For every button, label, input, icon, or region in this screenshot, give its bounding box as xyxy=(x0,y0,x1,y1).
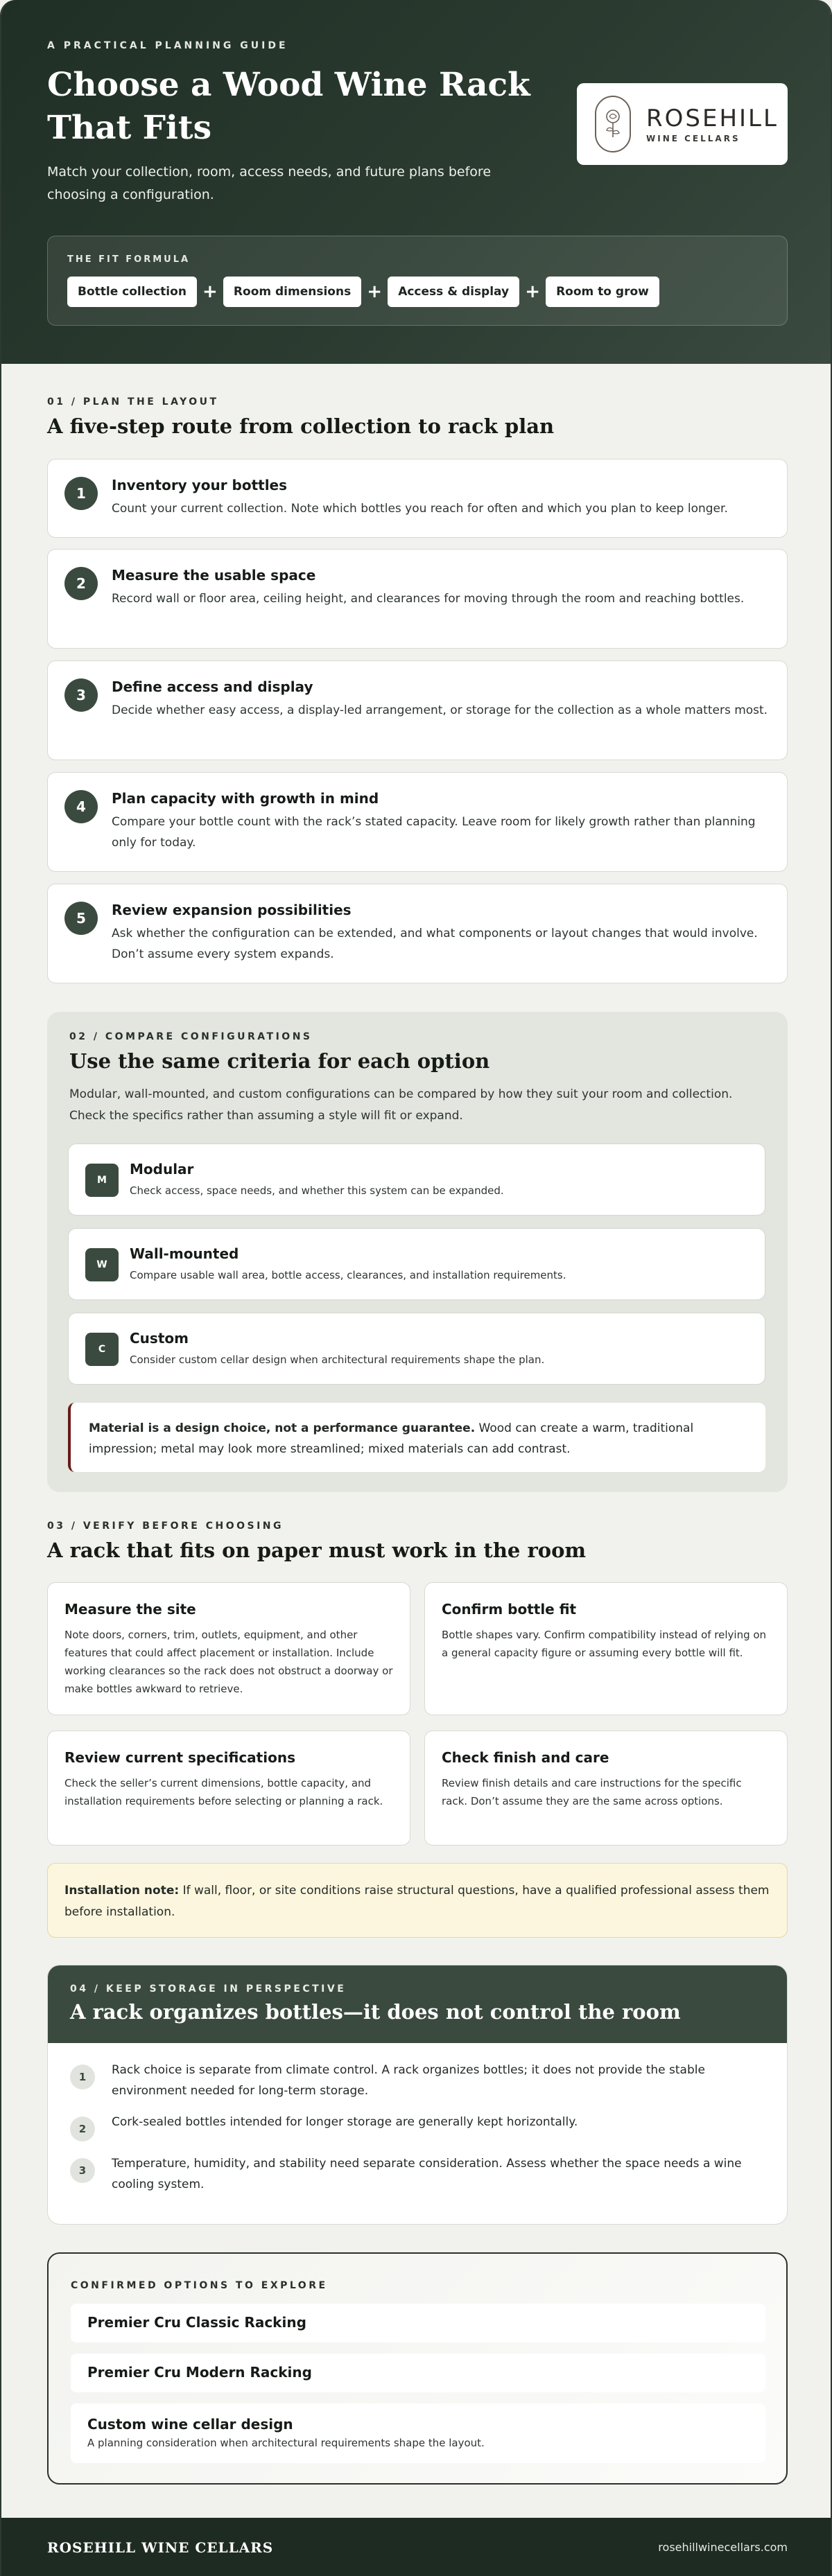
fit-formula-label: THE FIT FORMULA xyxy=(67,254,191,265)
perspective-item-number: 1 xyxy=(70,2065,95,2089)
rose-emblem-icon xyxy=(595,96,631,152)
verify-card-body: Review finish details and care instructions for the specific rack. Don’t assume they are the same across options. xyxy=(442,1777,742,1807)
step-title: Inventory your bottles xyxy=(112,477,288,493)
plan-title: A five-step route from collection to rack plan xyxy=(47,414,555,438)
confirmed-option-title: Custom wine cellar design xyxy=(87,2416,293,2433)
option-card-modular xyxy=(68,1144,765,1216)
plus-operator: + xyxy=(367,281,383,302)
verify-card-title: Measure the site xyxy=(64,1601,196,1618)
page-title: Choose a Wood Wine Rack That Fits xyxy=(47,66,530,147)
step-title: Measure the usable space xyxy=(112,567,316,584)
option-body: Check access, space needs, and whether this system can be expanded. xyxy=(130,1184,504,1197)
plan-eyebrow: 01 / PLAN THE LAYOUT xyxy=(47,396,219,408)
option-badge: M xyxy=(85,1164,119,1197)
step-number: 1 xyxy=(64,477,98,510)
hero-kicker: A PRACTICAL PLANNING GUIDE xyxy=(47,40,288,51)
verify-card-bottle-fit xyxy=(424,1582,788,1715)
hero-subtitle: Match your collection, room, access needs, and future plans before choosing a configuration. xyxy=(47,164,492,202)
installation-note xyxy=(47,1863,788,1938)
perspective-title: A rack organizes bottles—it does not control the room xyxy=(70,2000,681,2024)
verify-card-site xyxy=(47,1582,410,1715)
confirmed-option-classic[interactable] xyxy=(71,2304,765,2342)
footer-brand: ROSEHILL WINE CELLARS xyxy=(47,2539,274,2556)
confirmed-option-modern[interactable] xyxy=(71,2354,765,2392)
logo-name: ROSEHILL xyxy=(646,105,779,132)
confirmed-option-custom[interactable] xyxy=(71,2403,765,2463)
option-badge: W xyxy=(85,1248,119,1281)
option-title: Wall-mounted xyxy=(130,1245,239,1262)
option-title: Modular xyxy=(130,1161,194,1177)
step-title: Review expansion possibilities xyxy=(112,902,352,918)
fit-formula xyxy=(47,236,788,326)
step-title: Plan capacity with growth in mind xyxy=(112,790,379,807)
verify-eyebrow: 03 / VERIFY BEFORE CHOOSING xyxy=(47,1521,284,1532)
installation-note-bold: Installation note: xyxy=(64,1884,180,1898)
verify-title: A rack that fits on paper must work in the room xyxy=(47,1539,587,1562)
confirmed-option-title: Premier Cru Classic Racking xyxy=(87,2314,306,2331)
step-card xyxy=(47,772,788,872)
option-body: Compare usable wall area, bottle access, clearances, and installation requirements. xyxy=(130,1269,566,1281)
formula-chip: Access & display xyxy=(388,277,519,307)
compare-panel xyxy=(47,1012,788,1492)
verify-card-body: Bottle shapes vary. Confirm compatibility instead of relying on a general capacity figure or assuming every bottle will fit. xyxy=(442,1629,767,1659)
perspective-item-text: Rack choice is separate from climate control. A rack organizes bottles; it does not provide the stable environment needed for long-term storage. xyxy=(112,2063,705,2098)
step-card xyxy=(47,459,788,538)
option-card-wall-mounted xyxy=(68,1228,765,1300)
perspective-panel xyxy=(47,1965,788,2225)
step-body: Decide whether easy access, a display-led arrangement, or storage for the collection as a whole matters most. xyxy=(112,703,768,717)
footer-website-link[interactable]: rosehillwinecellars.com xyxy=(658,2541,788,2554)
step-number: 5 xyxy=(64,902,98,935)
step-body: Ask whether the configuration can be extended, and what components or layout changes that would involve. Don’t assume every system expands. xyxy=(112,927,758,961)
logo-tagline: WINE CELLARS xyxy=(646,134,740,143)
compare-intro: Modular, wall-mounted, and custom configurations can be compared by how they suit your room and collection. Check the specifics rather than assuming a style will fit or expand. xyxy=(69,1087,733,1123)
step-card xyxy=(47,549,788,649)
step-card xyxy=(47,884,788,983)
compare-title: Use the same criteria for each option xyxy=(69,1049,490,1073)
step-body: Count your current collection. Note which bottles you reach for often and which you plan to keep longer. xyxy=(112,502,728,516)
verify-card-title: Check finish and care xyxy=(442,1749,609,1766)
brand-logo xyxy=(577,83,788,165)
installation-note-text: If wall, floor, or site conditions raise structural questions, have a qualified professional assess them before installation. xyxy=(64,1884,770,1919)
perspective-item-number: 2 xyxy=(70,2117,95,2141)
footer xyxy=(1,2518,832,2576)
verify-card-body: Check the seller’s current dimensions, bottle capacity, and installation requirements before selecting or planning a rack. xyxy=(64,1777,383,1807)
perspective-item-text: Cork-sealed bottles intended for longer storage are generally kept horizontally. xyxy=(112,2115,578,2129)
fit-formula-row xyxy=(67,277,659,307)
option-card-custom xyxy=(68,1313,765,1385)
formula-chip: Room dimensions xyxy=(223,277,361,307)
formula-chip: Room to grow xyxy=(546,277,659,307)
perspective-header xyxy=(48,1965,788,2043)
plus-operator: + xyxy=(202,281,218,302)
formula-chip: Bottle collection xyxy=(67,277,197,307)
option-title: Custom xyxy=(130,1330,189,1347)
hero-banner xyxy=(1,0,832,364)
perspective-item-number: 3 xyxy=(70,2158,95,2183)
compare-eyebrow: 02 / COMPARE CONFIGURATIONS xyxy=(69,1031,313,1042)
verify-card-finish xyxy=(424,1731,788,1846)
confirmed-option-desc: A planning consideration when architectural requirements shape the layout. xyxy=(87,2437,485,2449)
verify-card-body: Note doors, corners, trim, outlets, equipment, and other features that could affect placement or installation. Include working clearances so the rack does not obstruct a doorway or make bottles awkward to retrieve. xyxy=(64,1629,393,1695)
confirmed-option-title: Premier Cru Modern Racking xyxy=(87,2364,312,2381)
option-body: Consider custom cellar design when architectural requirements shape the plan. xyxy=(130,1353,545,1366)
verify-card-title: Confirm bottle fit xyxy=(442,1601,577,1618)
material-note xyxy=(68,1403,765,1472)
step-number: 4 xyxy=(64,790,98,823)
option-badge: C xyxy=(85,1333,119,1366)
material-note-text: Wood can create a warm, traditional impression; metal may look more streamlined; mixed materials can add contrast. xyxy=(89,1421,694,1456)
verify-card-specs xyxy=(47,1731,410,1846)
perspective-eyebrow: 04 / KEEP STORAGE IN PERSPECTIVE xyxy=(70,1983,347,1995)
material-note-bold: Material is a design choice, not a performance guarantee. xyxy=(89,1421,476,1435)
step-body: Compare your bottle count with the rack’s stated capacity. Leave room for likely growth rather than planning only for today. xyxy=(112,815,756,850)
step-number: 2 xyxy=(64,567,98,600)
step-number: 3 xyxy=(64,678,98,712)
step-title: Define access and display xyxy=(112,678,313,695)
verify-card-title: Review current specifications xyxy=(64,1749,295,1766)
perspective-item-text: Temperature, humidity, and stability need separate consideration. Assess whether the space needs a wine cooling system. xyxy=(112,2157,742,2191)
step-body: Record wall or floor area, ceiling height, and clearances for moving through the room and reaching bottles. xyxy=(112,592,745,606)
confirmed-options-label: CONFIRMED OPTIONS TO EXPLORE xyxy=(71,2280,328,2291)
plus-operator: + xyxy=(525,281,540,302)
confirmed-options xyxy=(47,2252,788,2485)
step-card xyxy=(47,660,788,760)
